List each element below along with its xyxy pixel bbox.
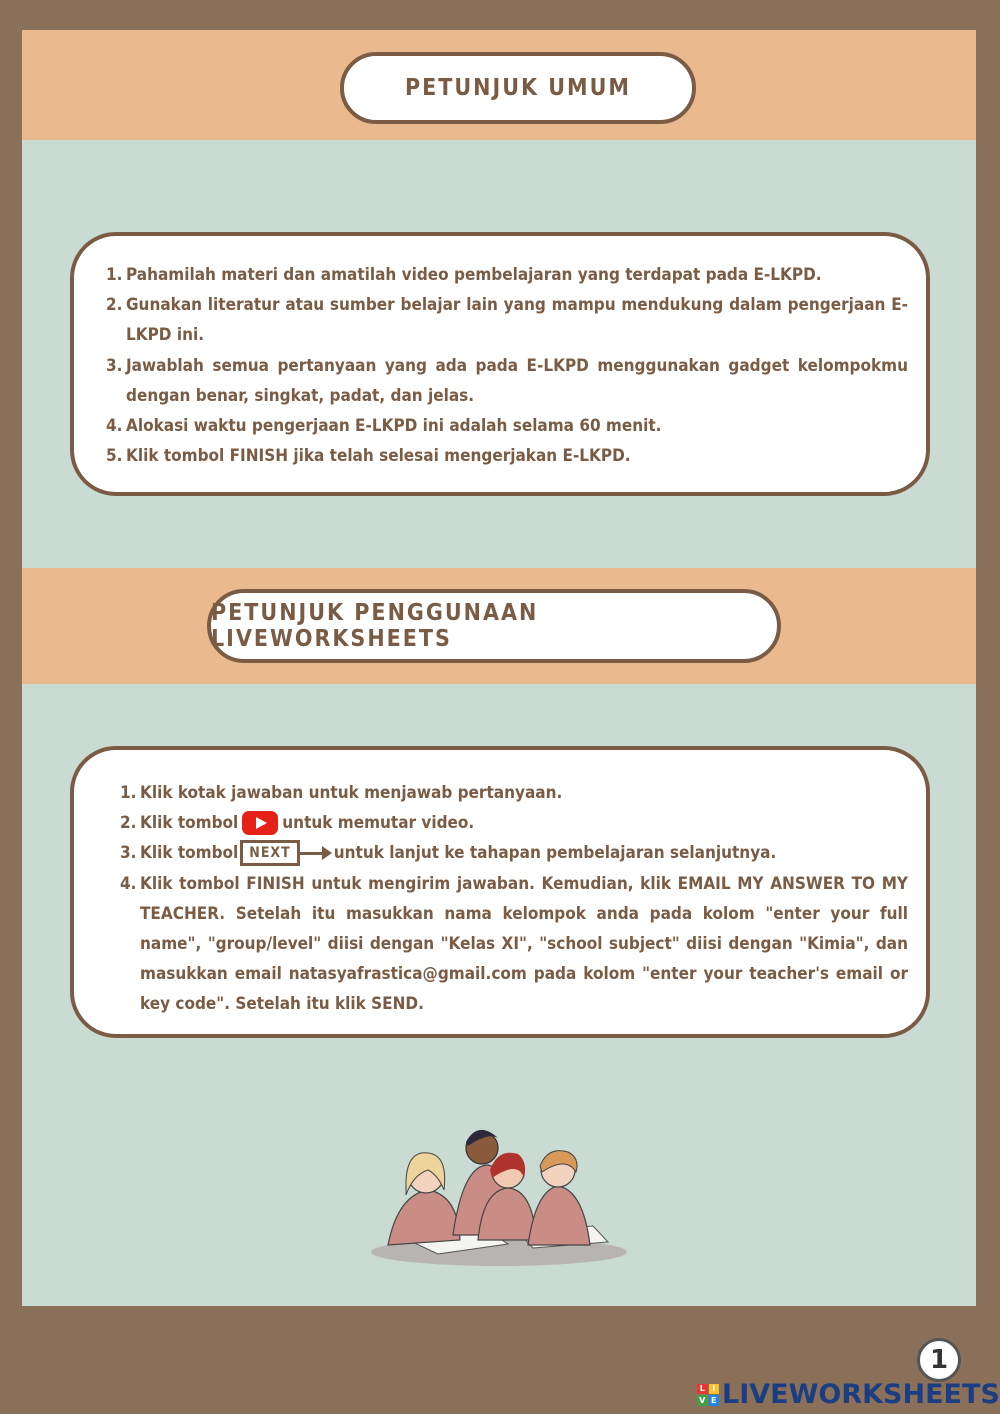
list-item: 5. Klik tombol FINISH jika telah selesai mengerjakan E-LKPD. [106, 446, 631, 467]
general-instructions-list [106, 260, 908, 471]
page-number-badge: 1 [917, 1338, 961, 1382]
students-studying-illustration [368, 1120, 630, 1270]
liveworksheets-instructions-box [70, 746, 930, 1038]
arrow-right-icon [300, 852, 324, 855]
list-item: 2. Gunakan literatur atau sumber belajar lain yang mampu mendukung dalam pengerjaan E-LKPD ini. [106, 295, 908, 346]
list-item: 1. Pahamilah materi dan amatilah video pembelajaran yang terdapat pada E-LKPD. [106, 265, 822, 285]
list-item: 4. Klik tombol FINISH untuk mengirim jawaban. Kemudian, klik EMAIL MY ANSWER TO MY TEACHER. Setelah itu masukkan nama kelompok anda pada kolom "enter your full name", "group/level" diisi dengan "Kelas XI", "school subject" diisi dengan "Kimia", dan masukkan email natasyafrastica@gmail.com pada kolom "enter your teacher's email or key code". Setelah itu klik SEND. [120, 873, 908, 1015]
general-instructions-box [70, 232, 930, 496]
next-button[interactable] [240, 840, 323, 866]
list-item: 4. Alokasi waktu pengerjaan E-LKPD ini adalah selama 60 menit. [106, 416, 662, 437]
liveworksheets-instructions-list [120, 778, 908, 1020]
next-button-label: NEXT [240, 840, 299, 866]
liveworksheets-logo-icon: L I V E [697, 1384, 719, 1406]
liveworksheets-logo[interactable] [697, 1379, 1000, 1410]
list-item: 3. Klik tombol NEXT untuk lanjut ke tahapan pembelajaran selanjutnya. [120, 838, 908, 868]
section1-title: PETUNJUK UMUM [404, 75, 632, 101]
youtube-play-icon[interactable] [242, 811, 278, 835]
section-title-petunjuk-umum [340, 52, 696, 124]
section2-title: PETUNJUK PENGGUNAAN LIVEWORKSHEETS [211, 600, 539, 652]
list-item: 2. Klik tombol untuk memutar video. [120, 813, 475, 834]
section-title-liveworksheets [207, 589, 781, 663]
list-item: 3. Jawablah semua pertanyaan yang ada pada E-LKPD menggunakan gadget kelompokmu dengan benar, singkat, padat, dan jelas. [106, 355, 908, 406]
liveworksheets-brand: LIVEWORKSHEETS [722, 1379, 1000, 1410]
list-item: 1. Klik kotak jawaban untuk menjawab pertanyaan. [120, 783, 563, 803]
